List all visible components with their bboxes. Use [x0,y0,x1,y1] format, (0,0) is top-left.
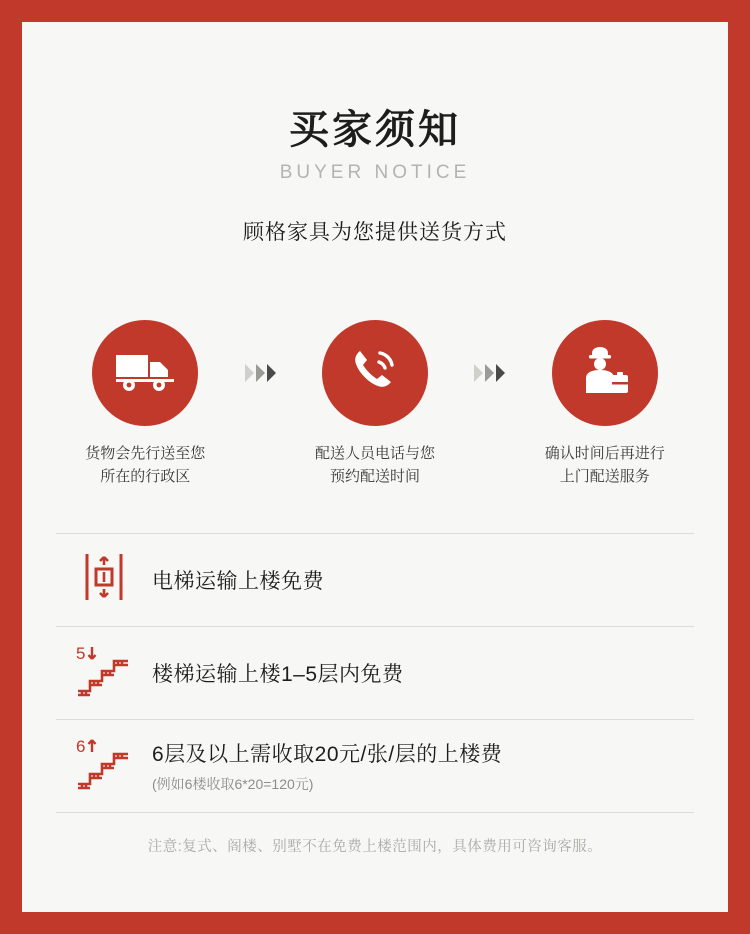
phone-call-icon [347,343,403,404]
stairs-6-icon [72,734,136,797]
chevron-right-icon [474,364,483,382]
step-1-caption: 货物会先行送至您 所在的行政区 [85,445,206,486]
delivery-truck-icon [114,349,176,398]
rule-row [56,626,694,719]
rule-main-text: 电梯运输上楼免费 [152,569,324,593]
chevron-right-icon [245,364,254,382]
delivery-intro-text: 顾格家具为您提供送货方式 [243,221,507,244]
page-title: 买家须知 [289,108,461,152]
rule-text [152,565,694,595]
chevron-right-icon [496,364,505,382]
rule-row [56,533,694,626]
rule-main-text: 6层及以上需收取20元/张/层的上楼费 [152,742,503,766]
elevator-icon-wrap [56,548,152,611]
step-2-circle [322,320,428,426]
step-arrow-2 [458,320,521,426]
step-3 [522,320,688,489]
stairs-6-icon-wrap [56,734,152,797]
step-1 [62,320,228,489]
rule-row [56,719,694,813]
step-3-caption: 确认时间后再进行 上门配送服务 [544,445,665,486]
delivery-person-icon [576,345,634,402]
step-2-caption: 配送人员电话与您 预约配送时间 [314,445,435,486]
stairs-5-icon [72,641,136,704]
svg-text:6: 6 [76,737,86,756]
chevron-right-icon [267,364,276,382]
chevron-right-icon [256,364,265,382]
poster-inner-card [22,22,728,912]
stairs-5-icon-wrap [56,641,152,704]
elevator-icon [75,548,133,611]
page-subtitle-en: BUYER NOTICE [279,162,471,183]
svg-text:5: 5 [76,644,86,663]
rule-main-text: 楼梯运输上楼1–5层内免费 [152,662,404,686]
footnote-text: 注意:复式、阁楼、别墅不在免费上楼范围内，具体费用可咨询客服。 [147,838,603,855]
delivery-steps [22,320,728,489]
rules-list [56,533,694,813]
rule-text [152,658,694,688]
step-2 [292,320,458,489]
rule-sub-text: (例如6楼收取6*20=120元) [152,775,314,792]
step-arrow-1 [228,320,291,426]
step-1-circle [92,320,198,426]
rule-text [152,738,694,794]
step-3-circle [552,320,658,426]
chevron-right-icon [485,364,494,382]
header [22,22,728,246]
